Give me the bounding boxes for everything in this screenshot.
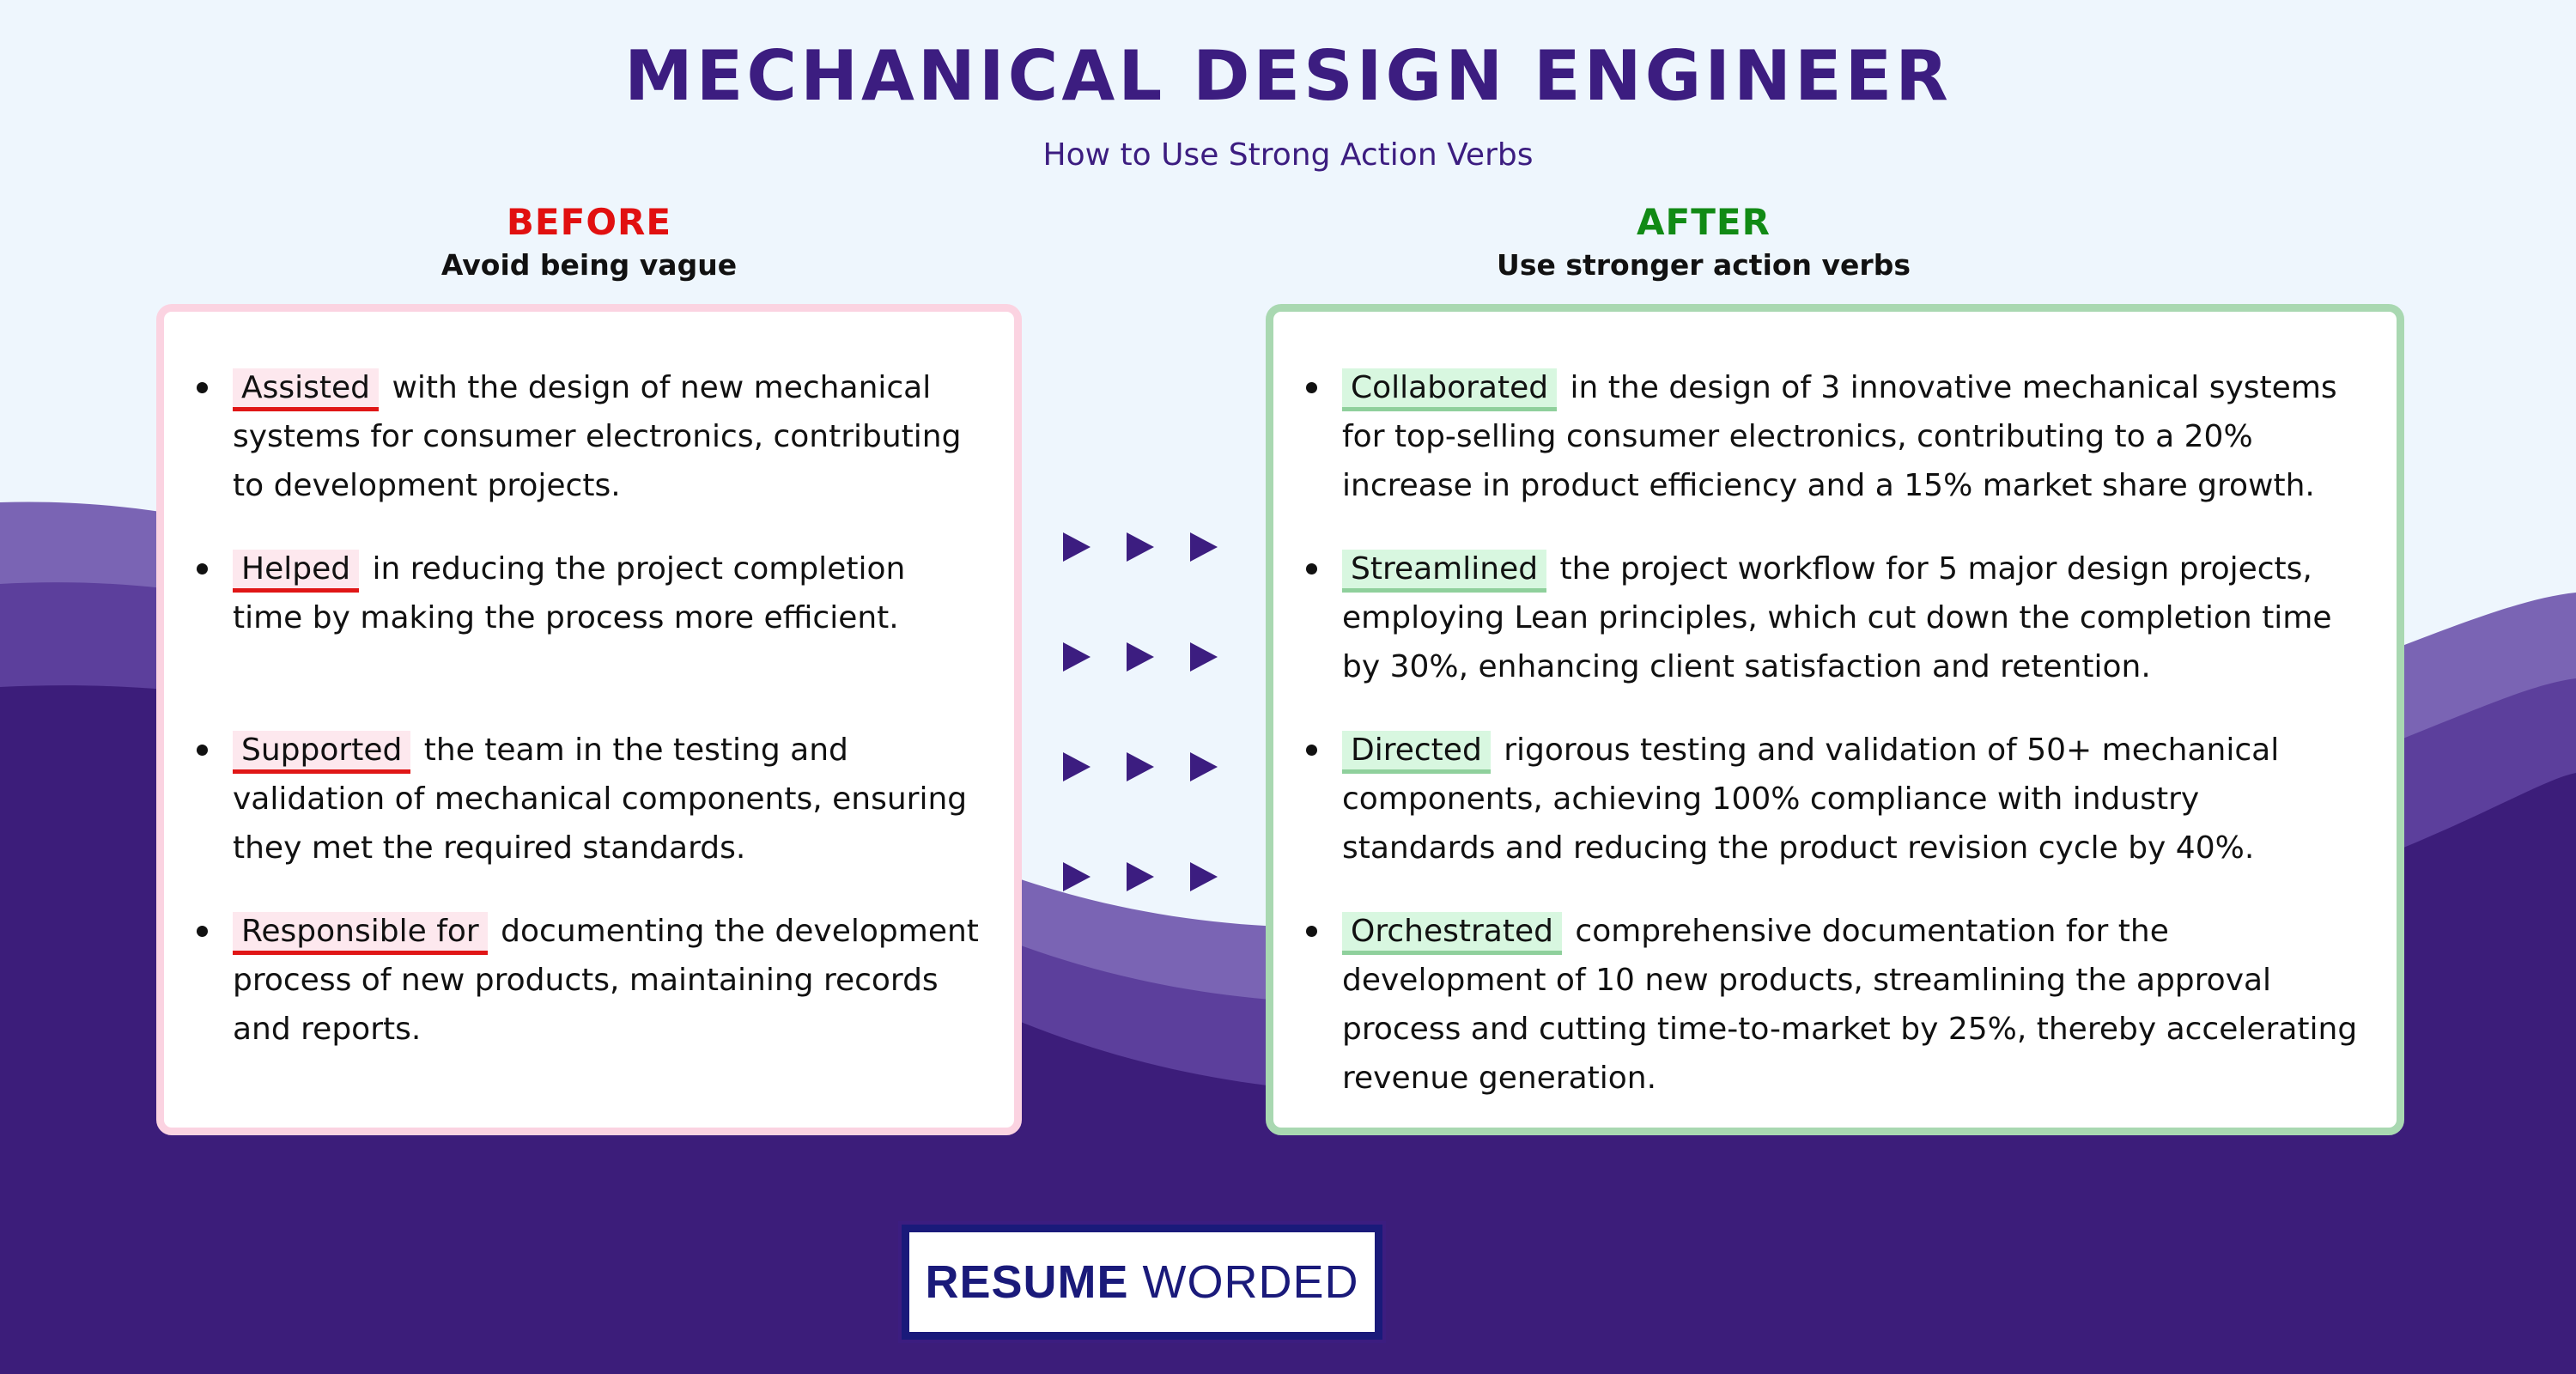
before-label: BEFORE <box>506 201 672 243</box>
before-sublabel: Avoid being vague <box>440 248 738 282</box>
after-list <box>1299 363 2362 1103</box>
triangle-right-icon <box>1190 532 1218 562</box>
before-verb: Assisted <box>233 368 379 411</box>
triangle-right-icon <box>1127 752 1154 781</box>
triangle-right-icon <box>1127 642 1154 672</box>
before-item <box>190 363 980 510</box>
triangle-right-icon <box>1127 532 1154 562</box>
after-text: in the design of 3 innovative mechanical systems for top-selling consumer electronics, contributing to a 20% increase in product efficiency and a 15% market share growth. <box>1342 370 2337 503</box>
before-card <box>156 304 1022 1135</box>
after-verb: Orchestrated <box>1342 912 1562 955</box>
before-verb: Helped <box>233 550 359 593</box>
after-text: comprehensive documentation for the development of 10 new products, streamlining the approval process and cutting time-to-market by 25%, thereby accelerating revenue generation. <box>1342 914 2358 1096</box>
before-verb: Supported <box>233 731 410 774</box>
after-item <box>1299 363 2362 510</box>
after-item <box>1299 907 2362 1103</box>
arrow-group <box>1063 642 1218 672</box>
before-text: in reducing the project completion time by making the process more efficient. <box>233 551 906 635</box>
triangle-right-icon <box>1063 642 1091 672</box>
after-text: the project workflow for 5 major design projects, employing Lean principles, which cut down the completion time by 30%, enhancing client satisfaction and retention. <box>1342 551 2332 684</box>
arrow-group <box>1063 862 1218 891</box>
triangle-right-icon <box>1063 862 1091 891</box>
after-heading <box>1271 201 2136 282</box>
after-verb: Directed <box>1342 731 1491 774</box>
before-item <box>190 907 980 1054</box>
before-text: documenting the development process of new products, maintaining records and reports. <box>233 914 979 1047</box>
before-heading <box>156 201 1022 282</box>
before-list <box>190 363 980 1054</box>
logo-strong: RESUME <box>925 1256 1129 1308</box>
triangle-right-icon <box>1190 642 1218 672</box>
after-verb: Collaborated <box>1342 368 1557 411</box>
triangle-right-icon <box>1190 862 1218 891</box>
after-item <box>1299 544 2362 691</box>
triangle-right-icon <box>1190 752 1218 781</box>
arrow-group <box>1063 532 1218 562</box>
page-title: MECHANICAL DESIGN ENGINEER <box>624 36 1952 116</box>
triangle-right-icon <box>1127 862 1154 891</box>
before-item <box>190 544 980 642</box>
logo-light: WORDED <box>1142 1256 1359 1308</box>
after-text: rigorous testing and validation of 50+ mechanical components, achieving 100% compliance with industry standards and reducing the product revision cycle by 40%. <box>1342 733 2280 866</box>
resume-worded-logo <box>902 1225 1382 1340</box>
after-label: AFTER <box>1637 201 1771 243</box>
page-subtitle: How to Use Strong Action Verbs <box>1042 137 1534 173</box>
before-text: with the design of new mechanical systems for consumer electronics, contributing to development projects. <box>233 370 962 503</box>
before-text: the team in the testing and validation of mechanical components, ensuring they met the required standards. <box>233 733 968 866</box>
triangle-right-icon <box>1063 752 1091 781</box>
after-verb: Streamlined <box>1342 550 1546 593</box>
arrow-group <box>1063 752 1218 781</box>
before-verb: Responsible for <box>233 912 488 955</box>
after-card <box>1266 304 2404 1135</box>
after-sublabel: Use stronger action verbs <box>1497 248 1911 282</box>
after-item <box>1299 726 2362 872</box>
before-item <box>190 726 980 872</box>
triangle-right-icon <box>1063 532 1091 562</box>
